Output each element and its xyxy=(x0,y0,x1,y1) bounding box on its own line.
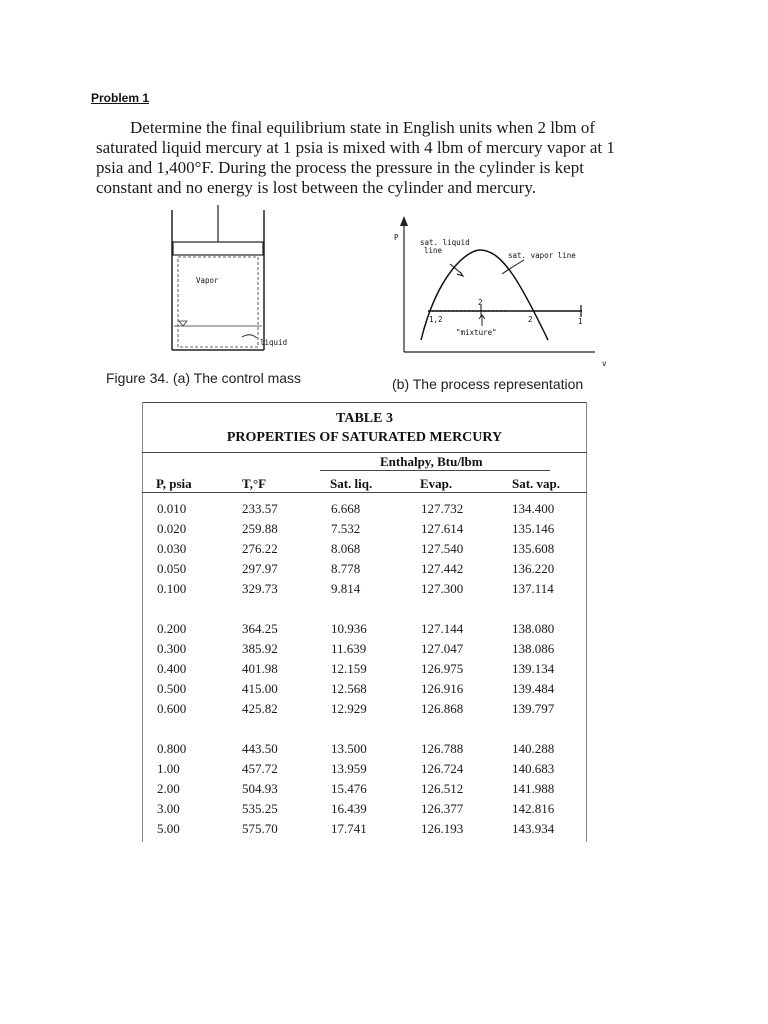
table-cell: 126.975 xyxy=(421,661,464,676)
table-cell: 127.047 xyxy=(421,641,464,656)
figure-a-caption: Figure 34. (a) The control mass xyxy=(106,370,302,386)
table-cell: 10.936 xyxy=(331,621,367,636)
table-cell: 2.00 xyxy=(157,781,180,796)
table-cell: 11.639 xyxy=(331,641,367,656)
problem-line: 1 psia and 1,400°F. During the process the pressure in the cylinder is kept xyxy=(96,138,615,177)
problem-statement xyxy=(96,118,636,198)
table-left-edge xyxy=(142,402,143,842)
table-cell: 12.568 xyxy=(331,681,367,696)
table-cell: 138.080 xyxy=(512,621,555,636)
table-cell: 126.512 xyxy=(421,781,464,796)
col-header-temperature: T,°F xyxy=(242,476,267,491)
table-cell: 0.400 xyxy=(157,661,187,676)
p-axis-label: P xyxy=(394,233,399,242)
v-axis-label: v xyxy=(602,359,607,368)
table-title: TABLE 3 xyxy=(336,411,393,426)
table-cell: 9.814 xyxy=(331,581,361,596)
table-cell: 137.114 xyxy=(512,581,554,596)
table-cell: 0.300 xyxy=(157,641,187,656)
table-cell: 0.020 xyxy=(157,521,187,536)
table-cell: 329.73 xyxy=(242,581,278,596)
table-cell: 134.400 xyxy=(512,501,555,516)
table-cell: 140.288 xyxy=(512,741,555,756)
sat-liquid-line-label: line xyxy=(424,246,443,255)
col-header-pressure: P, psia xyxy=(156,476,192,491)
figure-control-mass xyxy=(160,205,300,355)
col-header-evap: Evap. xyxy=(420,476,453,491)
table-cell: 425.82 xyxy=(242,701,278,716)
figure-process-diagram xyxy=(390,212,610,370)
table-cell: 385.92 xyxy=(242,641,278,656)
table-cell: 143.934 xyxy=(512,821,555,836)
table-cell: 1.00 xyxy=(157,761,180,776)
table-cell: 259.88 xyxy=(242,521,278,536)
table-cell: 0.010 xyxy=(157,501,187,516)
table-cell: 126.377 xyxy=(421,801,464,816)
col-header-sat-liquid: Sat. liq. xyxy=(330,476,373,491)
table-cell: 126.724 xyxy=(421,761,464,776)
state-label-1: 1 xyxy=(578,317,583,326)
vapor-label: Vapor xyxy=(196,276,219,285)
table-cell: 3.00 xyxy=(157,801,180,816)
table-cell: 138.086 xyxy=(512,641,555,656)
state-label-2-right: 2 xyxy=(528,315,533,324)
liquid-label: liquid xyxy=(260,338,288,347)
table-cell: 0.800 xyxy=(157,741,187,756)
table-cell: 17.741 xyxy=(331,821,367,836)
table-cell: 457.72 xyxy=(242,761,278,776)
table-cell: 126.868 xyxy=(421,701,464,716)
table-cell: 13.959 xyxy=(331,761,367,776)
table-cell: 0.200 xyxy=(157,621,187,636)
table-cell: 127.732 xyxy=(421,501,464,516)
mixture-label: "mixture" xyxy=(456,328,497,337)
table-cell: 0.100 xyxy=(157,581,187,596)
table-cell: 136.220 xyxy=(512,561,555,576)
table-cell: 139.484 xyxy=(512,681,555,696)
table-cell: 233.57 xyxy=(242,501,278,516)
problem-line: constant and no energy is lost between the cylinder and mercury. xyxy=(96,178,536,197)
table-cell: 0.030 xyxy=(157,541,187,556)
table-cell: 127.144 xyxy=(421,621,464,636)
table-cell: 276.22 xyxy=(242,541,278,556)
table-title-rule xyxy=(142,452,587,453)
table-cell: 12.929 xyxy=(331,701,367,716)
table-cell: 127.300 xyxy=(421,581,464,596)
problem-heading: Problem 1 xyxy=(91,91,150,105)
problem-line: saturated liquid mercury at 1 psia is mixed with 4 lbm of mercury vapor at xyxy=(96,138,603,157)
table-cell: 443.50 xyxy=(242,741,278,756)
table-cell: 126.193 xyxy=(421,821,464,836)
header-rule xyxy=(142,492,587,493)
table-cell: 8.068 xyxy=(331,541,361,556)
table-cell: 16.439 xyxy=(331,801,367,816)
col-header-sat-vapor: Sat. vap. xyxy=(512,476,561,491)
table-cell: 141.988 xyxy=(512,781,555,796)
table-cell: 126.916 xyxy=(421,681,464,696)
table-cell: 7.532 xyxy=(331,521,361,536)
table-cell: 0.600 xyxy=(157,701,187,716)
sat-vapor-label: sat. vapor line xyxy=(508,251,576,260)
table-cell: 5.00 xyxy=(157,821,180,836)
table-cell: 297.97 xyxy=(242,561,278,576)
table-cell: 15.476 xyxy=(331,781,367,796)
table-cell: 8.778 xyxy=(331,561,361,576)
enthalpy-group-header: Enthalpy, Btu/lbm xyxy=(380,454,483,469)
table-cell: 139.134 xyxy=(512,661,555,676)
figure-b-caption: (b) The process representation xyxy=(392,376,584,392)
table-cell: 364.25 xyxy=(242,621,278,636)
table-right-edge xyxy=(586,402,587,842)
table-cell: 535.25 xyxy=(242,801,278,816)
table-cell: 575.70 xyxy=(242,821,278,836)
table-cell: 135.146 xyxy=(512,521,555,536)
table-cell: 142.816 xyxy=(512,801,555,816)
table-cell: 127.442 xyxy=(421,561,464,576)
table-cell: 0.500 xyxy=(157,681,187,696)
table-cell: 0.050 xyxy=(157,561,187,576)
table-cell: 504.93 xyxy=(242,781,278,796)
table-cell: 139.797 xyxy=(512,701,555,716)
table-cell: 127.540 xyxy=(421,541,464,556)
table-cell: 415.00 xyxy=(242,681,278,696)
table-cell: 126.788 xyxy=(421,741,464,756)
table-cell: 13.500 xyxy=(331,741,367,756)
table-cell: 140.683 xyxy=(512,761,555,776)
table-cell: 127.614 xyxy=(421,521,464,536)
state-label-2-top: 2 xyxy=(478,298,483,307)
enthalpy-rule xyxy=(320,470,550,471)
sat-liquid-label: sat. liquid xyxy=(420,238,470,247)
state-label-1-2: 1,2 xyxy=(429,315,443,324)
table-cell: 6.668 xyxy=(331,501,361,516)
table-cell: 12.159 xyxy=(331,661,367,676)
problem-line: Determine the final equilibrium state in English units when 2 lbm of xyxy=(130,118,596,137)
table-subtitle: PROPERTIES OF SATURATED MERCURY xyxy=(226,430,503,445)
table-cell: 401.98 xyxy=(242,661,278,676)
table-cell: 135.608 xyxy=(512,541,555,556)
